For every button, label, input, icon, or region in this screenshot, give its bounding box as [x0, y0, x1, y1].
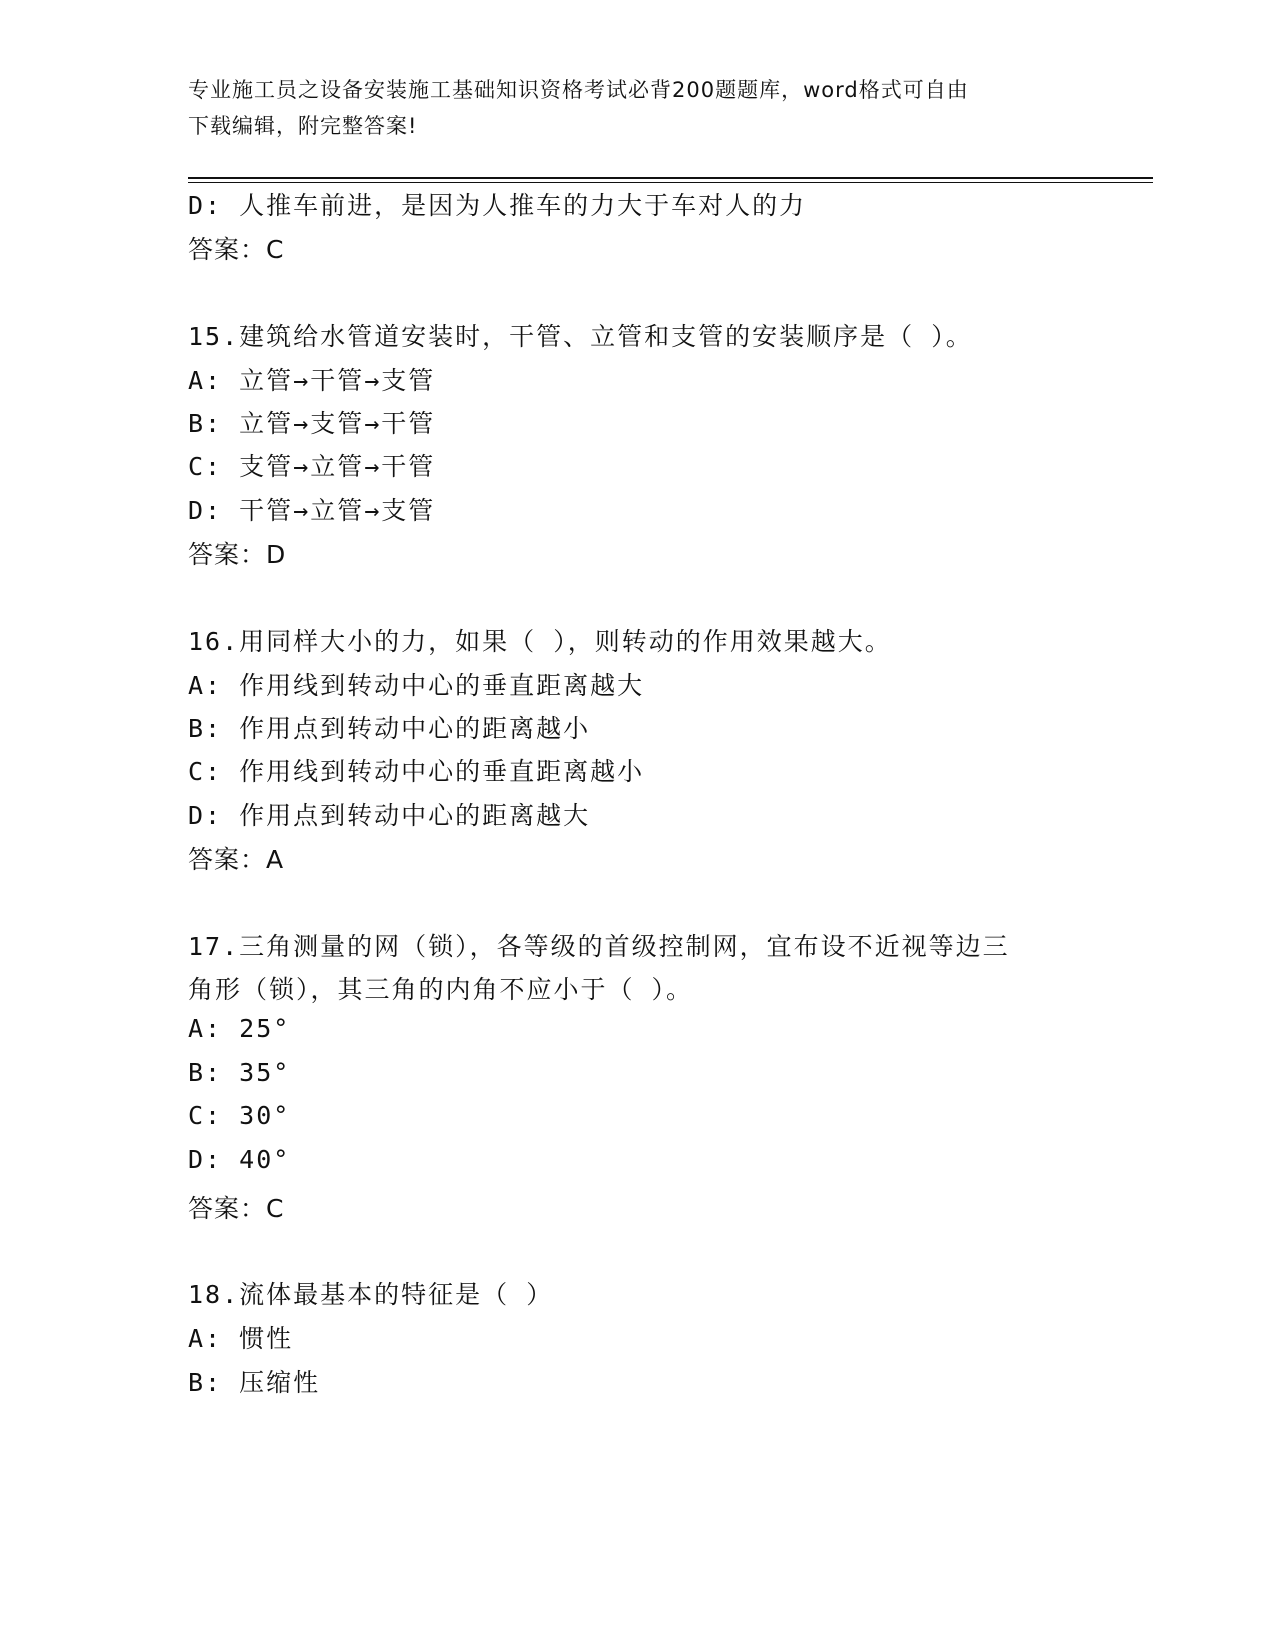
header-title-line-1: 专业施工员之设备安装施工基础知识资格考试必背200题题库，word格式可自由: [188, 78, 969, 102]
q17-question-line-2: 角形（锁），其三角的内角不应小于（ ）。: [188, 975, 694, 1004]
header-title-line-2: 下载编辑，附完整答案!: [188, 114, 418, 138]
q17-option-b: B: 35°: [188, 1058, 291, 1087]
q18-question: 18.流体最基本的特征是（ ）: [188, 1280, 554, 1309]
header-divider-thin: [188, 182, 1153, 183]
q16-option-a: A: 作用线到转动中心的垂直距离越大: [188, 671, 645, 700]
q16-option-b: B: 作用点到转动中心的距离越小: [188, 714, 591, 743]
q15-question: 15.建筑给水管道安装时，干管、立管和支管的安装顺序是（ ）。: [188, 322, 973, 351]
q18-option-b: B: 压缩性: [188, 1368, 321, 1397]
prev-option-d: D: 人推车前进，是因为人推车的力大于车对人的力: [188, 191, 807, 220]
q17-answer: 答案：C: [188, 1194, 285, 1223]
q15-option-b: B: 立管→支管→干管: [188, 409, 436, 438]
q16-option-c: C: 作用线到转动中心的垂直距离越小: [188, 757, 645, 786]
q17-option-c: C: 30°: [188, 1101, 291, 1130]
q16-question: 16.用同样大小的力，如果（ ），则转动的作用效果越大。: [188, 627, 892, 656]
q17-option-d: D: 40°: [188, 1145, 291, 1174]
prev-answer: 答案：C: [188, 235, 285, 264]
q15-answer: 答案：D: [188, 540, 287, 569]
q17-option-a: A: 25°: [188, 1014, 291, 1043]
page-header: [188, 72, 1078, 144]
q18-option-a: A: 惯性: [188, 1324, 294, 1353]
q16-option-d: D: 作用点到转动中心的距离越大: [188, 801, 591, 830]
q15-option-a: A: 立管→干管→支管: [188, 366, 436, 395]
q15-option-c: C: 支管→立管→干管: [188, 452, 436, 481]
q15-option-d: D: 干管→立管→支管: [188, 496, 436, 525]
q17-question-line-1: 17.三角测量的网（锁），各等级的首级控制网，宜布设不近视等边三: [188, 932, 1010, 961]
q16-answer: 答案：A: [188, 845, 285, 874]
header-divider-thick: [188, 177, 1153, 179]
